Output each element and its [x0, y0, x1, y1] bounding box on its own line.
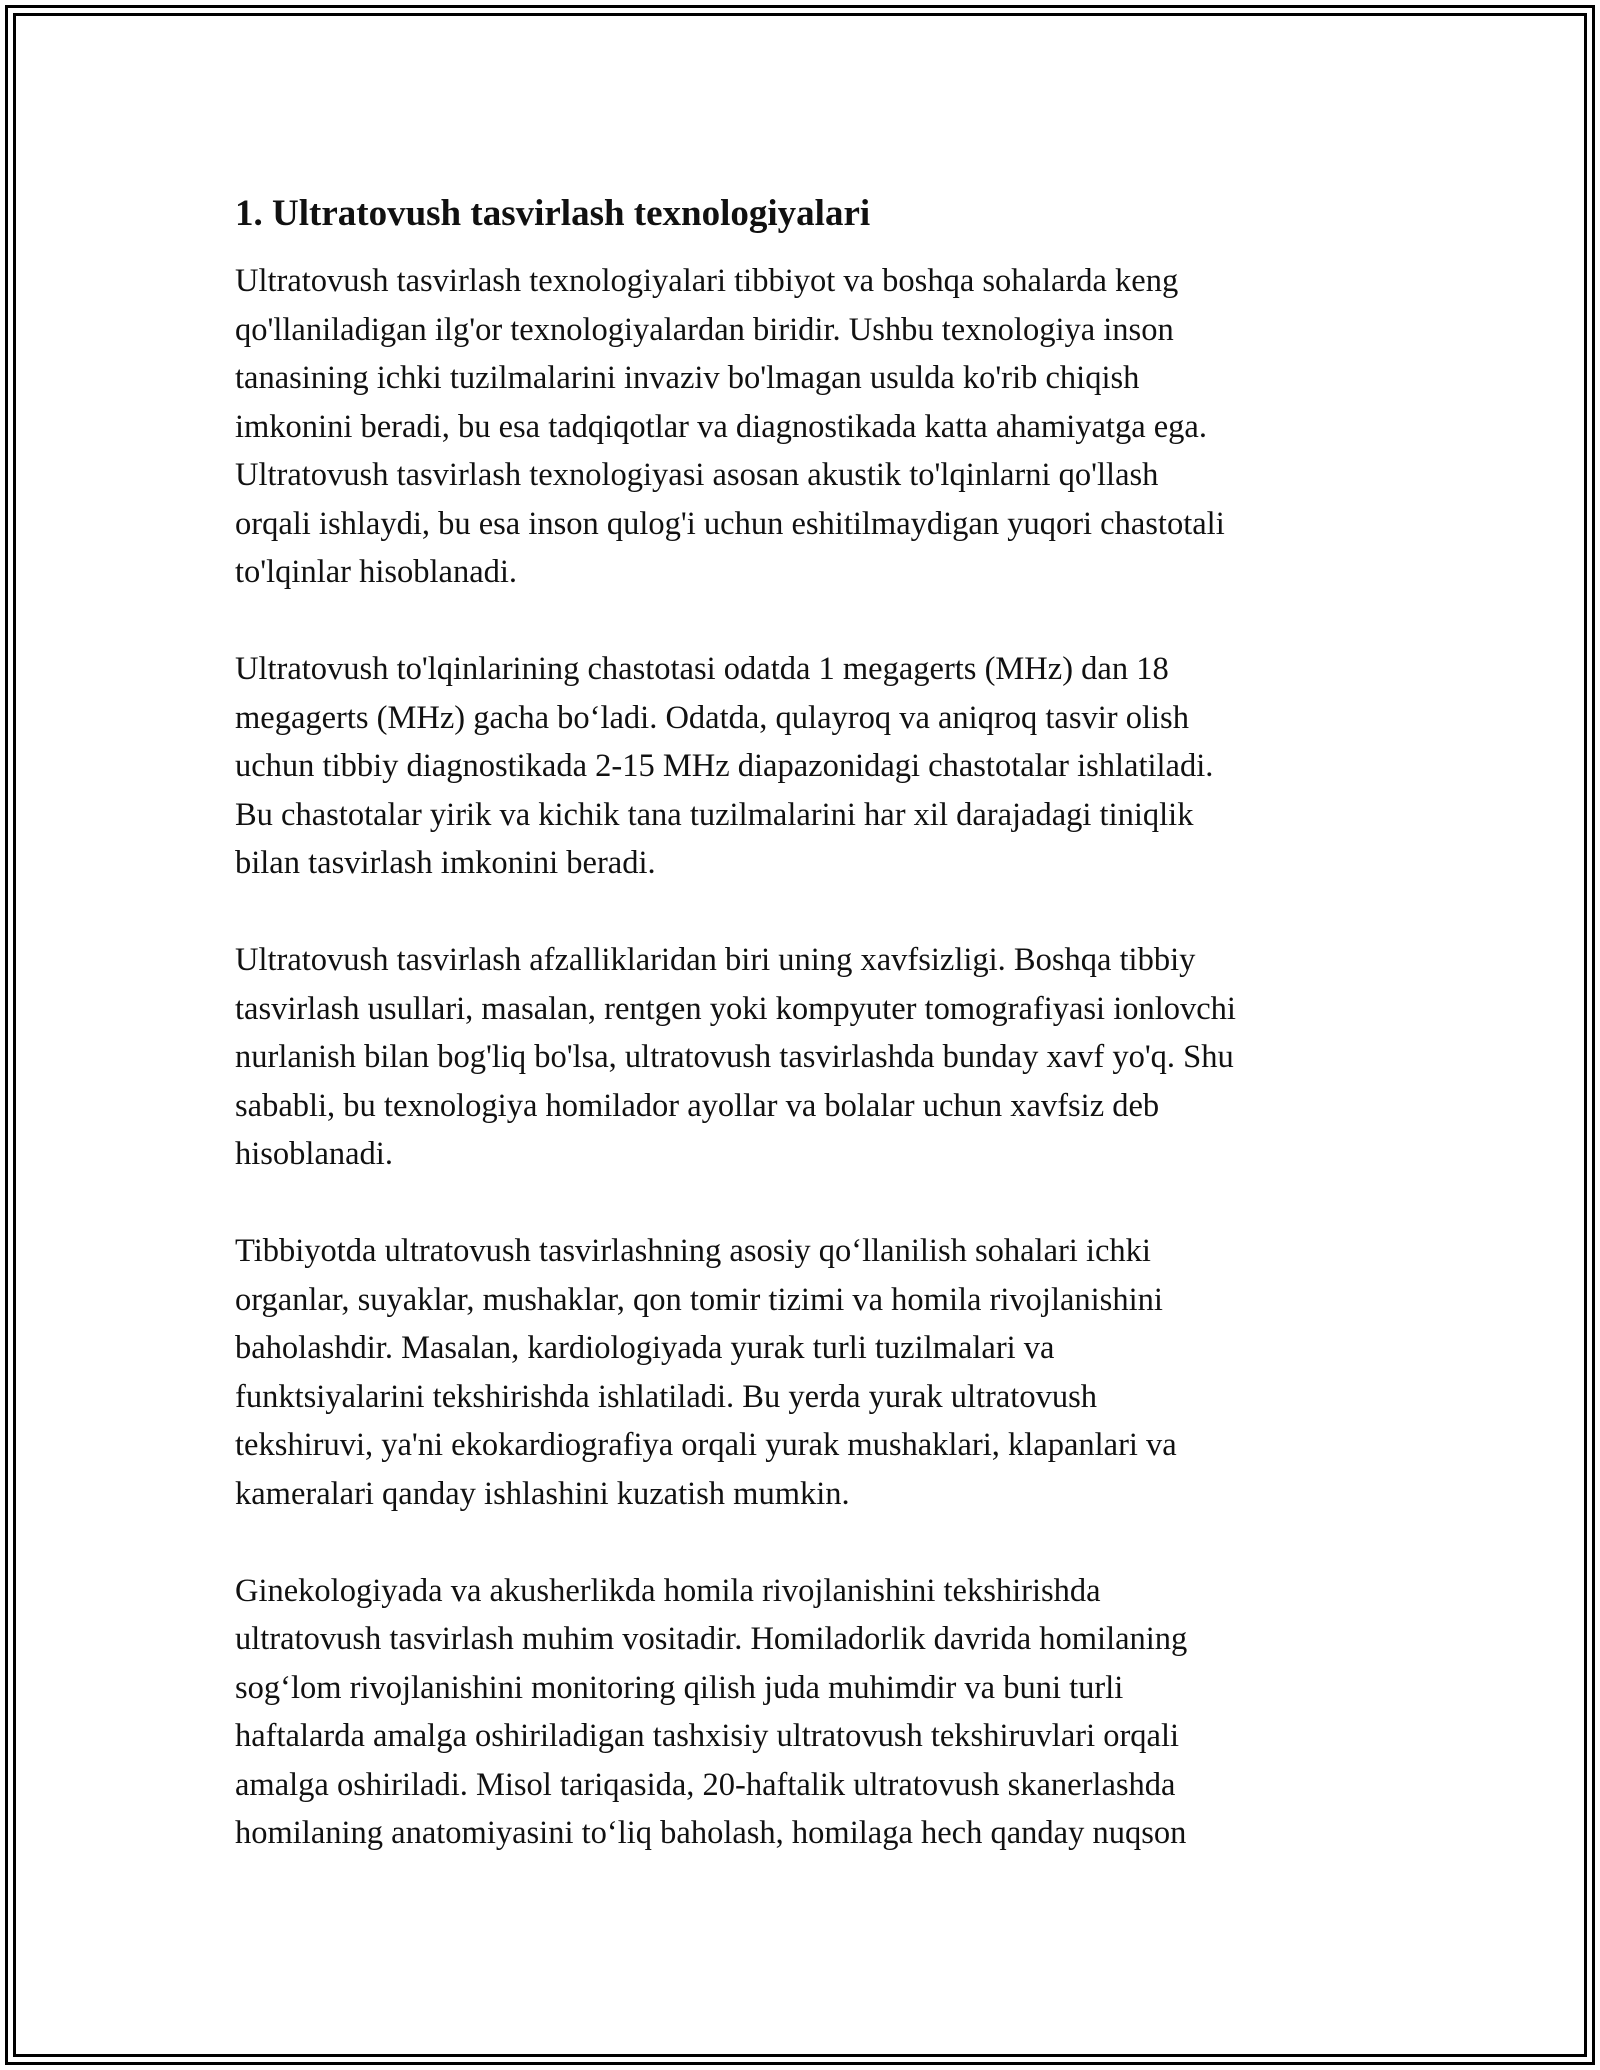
text-line: tasvirlash usullari, masalan, rentgen yoki kompyuter tomografiyasi ionlovchi [235, 990, 1236, 1027]
section-heading: 1. Ultratovush tasvirlash texnologiyalari [235, 193, 871, 234]
text-line: imkonini beradi, bu esa tadqiqotlar va diagnostikada katta ahamiyatga ega. [235, 408, 1207, 445]
text-line: kameralari qanday ishlashini kuzatish mumkin. [235, 1475, 850, 1512]
text-line: Tibbiyotda ultratovush tasvirlashning asosiy qo‘llanilish sohalari ichki [235, 1233, 1151, 1269]
body-paragraph [235, 936, 1370, 1179]
body-paragraph [235, 645, 1370, 888]
text-line: megagerts (MHz) gacha bo‘ladi. Odatda, qulayroq va aniqroq tasvir olish [235, 699, 1189, 736]
text-line: sog‘lom rivojlanishini monitoring qilish juda muhimdir va buni turli [235, 1669, 1124, 1706]
text-line: funktsiyalarini tekshirishda ishlatiladi. Bu yerda yurak ultratovush [235, 1378, 1097, 1415]
text-line: Ultratovush tasvirlash texnologiyalari tibbiyot va boshqa sohalarda keng [235, 263, 1179, 299]
text-line: to'lqinlar hisoblanadi. [235, 554, 518, 590]
text-line: organlar, suyaklar, mushaklar, qon tomir tizimi va homila rivojlanishini [235, 1281, 1163, 1318]
body-paragraph [235, 1227, 1370, 1518]
text-line: qo'llaniladigan ilg'or texnologiyalardan biridir. Ushbu texnologiya inson [235, 311, 1174, 348]
text-line: Ultratovush to'lqinlarining chastotasi odatda 1 megagerts (MHz) dan 18 [235, 651, 1169, 687]
body-paragraph [235, 257, 1370, 597]
document-body [235, 257, 1370, 1858]
text-line: tekshiruvi, ya'ni ekokardiografiya orqali yurak mushaklari, klapanlari va [235, 1427, 1177, 1463]
text-line: ultratovush tasvirlash muhim vositadir. Homiladorlik davrida homilaning [235, 1621, 1188, 1657]
text-line: hisoblanadi. [235, 1136, 393, 1172]
text-line: Ultratovush tasvirlash afzalliklaridan biri uning xavfsizligi. Boshqa tibbiy [235, 942, 1196, 978]
text-line: sababli, bu texnologiya homilador ayollar va bolalar uchun xavfsiz deb [235, 1087, 1160, 1124]
text-line: uchun tibbiy diagnostikada 2-15 MHz diapazonidagi chastotalar ishlatiladi. [235, 748, 1214, 784]
text-line: Ultratovush tasvirlash texnologiyasi asosan akustik to'lqinlarni qo'llash [235, 457, 1159, 493]
text-line: bilan tasvirlash imkonini beradi. [235, 845, 656, 881]
text-line: baholashdir. Masalan, kardiologiyada yurak turli tuzilmalari va [235, 1330, 1055, 1366]
text-line: haftalarda amalga oshiriladigan tashxisiy ultratovush tekshiruvlari orqali [235, 1718, 1180, 1754]
text-line: homilaning anatomiyasini to‘liq baholash, homilaga hech qanday nuqson [235, 1815, 1187, 1851]
document-page [235, 185, 1370, 1906]
text-line: Ginekologiyada va akusherlikda homila rivojlanishini tekshirishda [235, 1572, 1101, 1609]
text-line: orqali ishlaydi, bu esa inson qulog'i uchun eshitilmaydigan yuqori chastotali [235, 505, 1225, 542]
text-line: amalga oshiriladi. Misol tariqasida, 20-haftalik ultratovush skanerlashda [235, 1766, 1176, 1803]
text-line: Bu chastotalar yirik va kichik tana tuzilmalarini har xil darajadagi tiniqlik [235, 796, 1194, 833]
text-line: tanasining ichki tuzilmalarini invaziv bo'lmagan usulda ko'rib chiqish [235, 360, 1140, 396]
text-line: nurlanish bilan bog'liq bo'lsa, ultratovush tasvirlashda bunday xavf yo'q. Shu [235, 1039, 1234, 1075]
body-paragraph [235, 1567, 1370, 1858]
